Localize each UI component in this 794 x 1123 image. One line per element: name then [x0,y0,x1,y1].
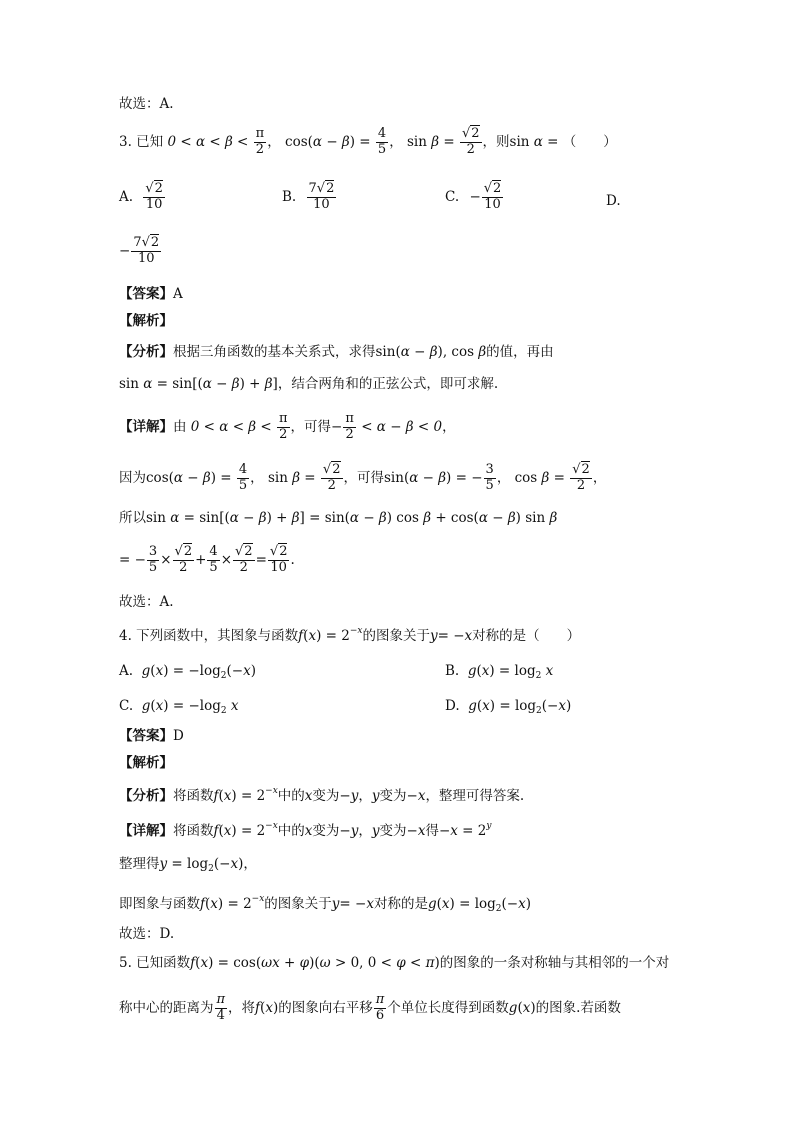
question-5-line-2: 称中心的距离为 $\frac{\pi}{4}$ ，将f(x)的图象向右平移 $\frac{\pi}{6}$ 个单位长度得到函数g(x)的图象.若函数 [119,992,621,1023]
q3-tail: ，则 [482,133,510,150]
q4-option-a: A. $g(x) = -\log_2(-x)$ [119,663,256,681]
q3-option-c: C. − $\frac{√2}{10}$ [445,181,502,212]
q4-option-d: D. $g(x) = \log_2(-x)$ [445,698,572,716]
q3-option-d: D. [606,193,621,209]
q4-option-b: B. $g(x) = \log_2 x$ [445,663,554,681]
fenxi-line-2: sin α = sin[(α − β) + β]，结合两角和的正弦公式，即可求解. [119,376,499,392]
choice-line-1: 故选：A. [119,96,174,112]
analysis-tag-2: 【解析】 [119,755,173,771]
analysis-tag: 【解析】 [119,313,173,329]
fenxi-line: 【分析】根据三角函数的基本关系式，求得sin(α − β), cos β的值，再由 [119,344,554,360]
choice-line-3: 故选：D. [119,926,175,942]
xiangjie-line-q4-2: 整理得$y = \log_2(-x)$， [119,856,257,874]
answer-line: 【答案】A [119,286,183,302]
xiangjie-line-3: 所以sin α = sin[(α − β) + β] = sin(α − β) cos β + cos(α − β) sin β [119,510,558,526]
xiangjie-line-q4-3: 即图象与函数$f(x) = 2^{-x}$的图象关于y= −x对称的是$g(x) = \log_2(-x)$ [119,894,532,914]
choice-line-2: 故选：A. [119,594,174,610]
q3-option-a: A. $\frac{√2}{10}$ [119,181,163,212]
q3-paren: （ ） [562,133,617,150]
q3-option-b: B. $\frac{7√2}{10}$ [282,181,335,212]
fenxi-line-q4: 【分析】将函数$f(x) = 2^{-x}$中的x变为−y，y变为−x，整理可得答案. [119,786,525,804]
question-3: 3. 已知 0 < α < β < $\frac{\pi}{2}$ ， cos(α − β) = $\frac{4}{5}$ ， sin β = $\frac{√2}{2}$ ，则sin α = （ ） [119,126,617,157]
answer-tag: 【答案】 [119,286,173,302]
q4-option-c: C. $g(x) = -\log_2$ x [119,698,239,716]
question-4: 4. 下列函数中，其图象与函数$f(x) = 2^{-x}$的图象关于y= −x对称的是（ ） [119,626,581,644]
xiangjie-line-q4-1: 【详解】将函数$f(x) = 2^{-x}$中的x变为−y，y变为−x得$-x = 2^y$ [119,821,492,839]
answer-line-2: 【答案】D [119,728,184,744]
xiangjie-line-2: 因为cos(α − β) = $\frac{4}{5}$ ， sin β = $\frac{√2}{2}$ ，可得sin(α − β) = − $\frac{3}{5}$ ， cos β = $\frac{√2}{2}$ ， [119,462,607,493]
xiangjie-line-4: = − $\frac{3}{5}$ × $\frac{√2}{2}$ + $\frac{4}{5}$ × $\frac{√2}{2}$ = $\frac{√2}{10}$ . [119,544,295,575]
q3-option-d-value: − $\frac{7√2}{10}$ [119,235,160,266]
q3-prefix: 3. 已知 [119,133,164,150]
question-5-line-1: 5. 已知函数f(x) = cos(ωx + φ)(ω > 0, 0 < φ < π)的图象的一条对称轴与其相邻的一个对 [119,955,670,971]
xiangjie-line-1: 【详解】由 0 < α < β < $\frac{\pi}{2}$ ，可得− $\frac{\pi}{2}$ < α − β < 0， [119,411,456,442]
